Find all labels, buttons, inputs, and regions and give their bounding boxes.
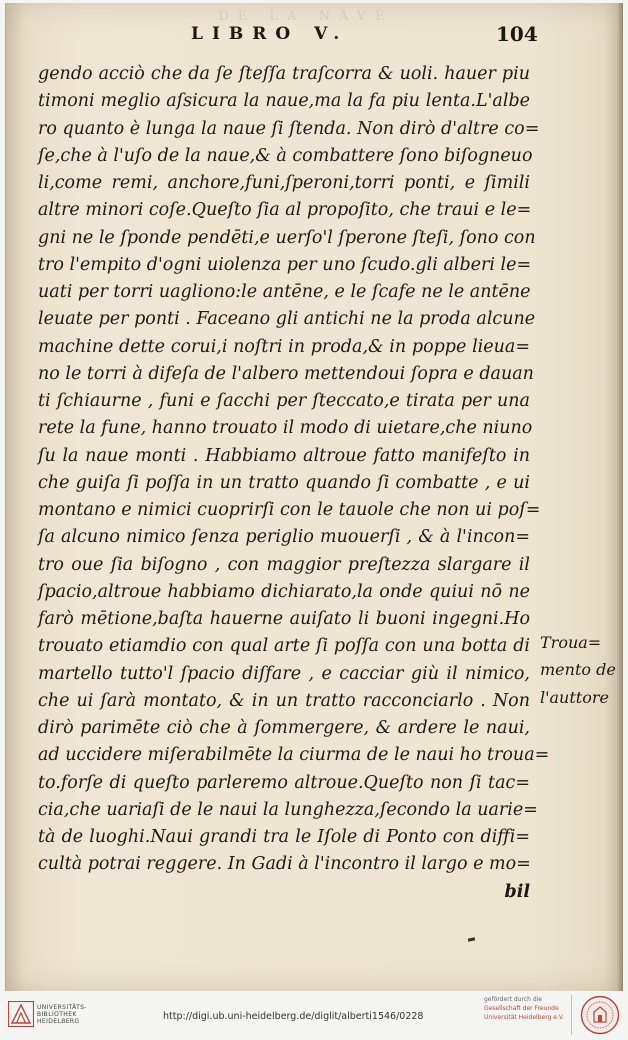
text-line: trouato etiamdio con qual arte ſi poſſa con una botta di [38, 636, 530, 657]
text-line: che ui ſarà montato, & in un tratto racconciarlo . Non [38, 690, 530, 711]
text-line: ti ſchiaurne , funi e ſacchi per ſteccato,e tirata per una [38, 391, 530, 411]
text-line: to.forſe di queſto parleremo altroue.Queſto non ſi tac= [38, 772, 530, 793]
sponsor-intro: gefördert durch die [484, 996, 542, 1003]
text-line: dirò parimēte ciò che à ſommergere, & ardere le naui, [38, 718, 530, 738]
page-number: 104 [496, 22, 538, 46]
university-library-logo-icon [8, 1001, 34, 1027]
text-line: machine dette corui,i noſtri in proda,& in poppe lieua= [38, 336, 530, 357]
text-line: ſe,che à l'uſo de la naue,& à combattere ſono biſogneuo [38, 145, 533, 166]
text-line: martello tutto'l ſpacio diſfare , e cacciar giù il nimico, [38, 663, 530, 684]
text-line: tro oue ſia biſogno , con maggior preſtezza slargare il [38, 554, 530, 575]
footer-divider [571, 995, 572, 1035]
library-name [37, 1004, 87, 1025]
text-line: uati per torri uagliono:le antēne, e le ſcafe ne le antēne [38, 282, 531, 302]
sponsor-org-line: Universität Heidelberg e.V. [484, 1014, 565, 1021]
catchword: bil [504, 881, 530, 902]
sponsor-credit [484, 995, 564, 1022]
sponsor-org-line: Gesellschaft der Freunde [484, 1005, 559, 1012]
text-line: timoni meglio aſsicura la naue,ma la fa piu lenta.L'albe [38, 91, 530, 112]
text-line: ro quanto è lunga la naue ſi ſtenda. Non dirò d'altre co= [38, 118, 540, 139]
margin-note [540, 629, 616, 711]
text-line: leuate per ponti . Faceano gli antichi ne la proda alcune [38, 309, 536, 330]
running-head: LIBRO V. [191, 24, 349, 44]
text-line: altre minori coſe.Queſto ſia al propoſito, che traui e le= [38, 200, 532, 221]
text-line: ſu la naue monti . Habbiamo altroue fatto manifeſto in [38, 445, 530, 466]
text-line: che guiſa ſi poſſa in un tratto quando ſi combatte , e ui [38, 472, 530, 493]
margin-note-line: Troua= [540, 633, 602, 652]
text-line: cultà potrai reggere. In Gadi à l'incontro il largo e mo= [38, 854, 531, 875]
ink-mark [468, 937, 475, 941]
text-line: ſpacio,altroue habbiamo dichiarato,la onde quiui nō ne [38, 581, 530, 602]
university-seal-icon [580, 995, 620, 1035]
margin-note-line: l'auttore [540, 687, 609, 707]
text-line: rete la fune, hanno trouato il modo di uietare,che niuno [38, 418, 533, 439]
permalink-url[interactable]: http://digi.ub.uni-heidelberg.de/diglit/alberti1546/0228 [163, 1011, 424, 1022]
text-line: tà de luoghi.Naui grandi tra le Iſole di Ponto con diffi= [38, 827, 530, 847]
text-line: gni ne le ſponde pendēti,e uerſo'l ſperone ſteſi, ſono con [38, 227, 536, 248]
text-line: ſa alcuno nimico ſenza periglio muouerſi , & à l'incon= [38, 527, 530, 548]
book-page-scan [5, 3, 623, 991]
text-line: farò mētione,baſta hauerne auiſato li buoni ingegni.Ho [38, 609, 530, 629]
text-line: cia,che uariaſi de le naui la lunghezza,ſecondo la uarie= [38, 799, 538, 820]
library-name-line: BIBLIOTHEK [37, 1011, 77, 1018]
text-line: tro l'empito d'ogni uiolenza per uno ſcudo.gli alberi le= [38, 254, 532, 275]
text-line: montano e nimici cuoprirſi con le tauole che non ui poſ= [38, 500, 541, 520]
library-name-line: UNIVERSITÄTS- [37, 1004, 87, 1011]
footer-bar [0, 991, 628, 1040]
text-line: ad uccidere miſerabilmēte la ciurma de le naui ho troua= [38, 745, 550, 766]
margin-note-line: mento de [540, 660, 616, 680]
body-text [38, 61, 550, 906]
library-name-line: HEIDELBERG [37, 1018, 80, 1025]
text-line: no le torri à difeſa de l'albero mettendoui ſopra e dauan [38, 363, 534, 384]
text-line: li,come remi, anchore,funi,ſperoni,torri ponti, e ſimili [38, 173, 530, 193]
bleed-through-text: DE LA NAVE [218, 9, 394, 24]
text-line: gendo acciò che da ſe ſteſſa traſcorra & uoli. hauer piu [38, 64, 530, 84]
